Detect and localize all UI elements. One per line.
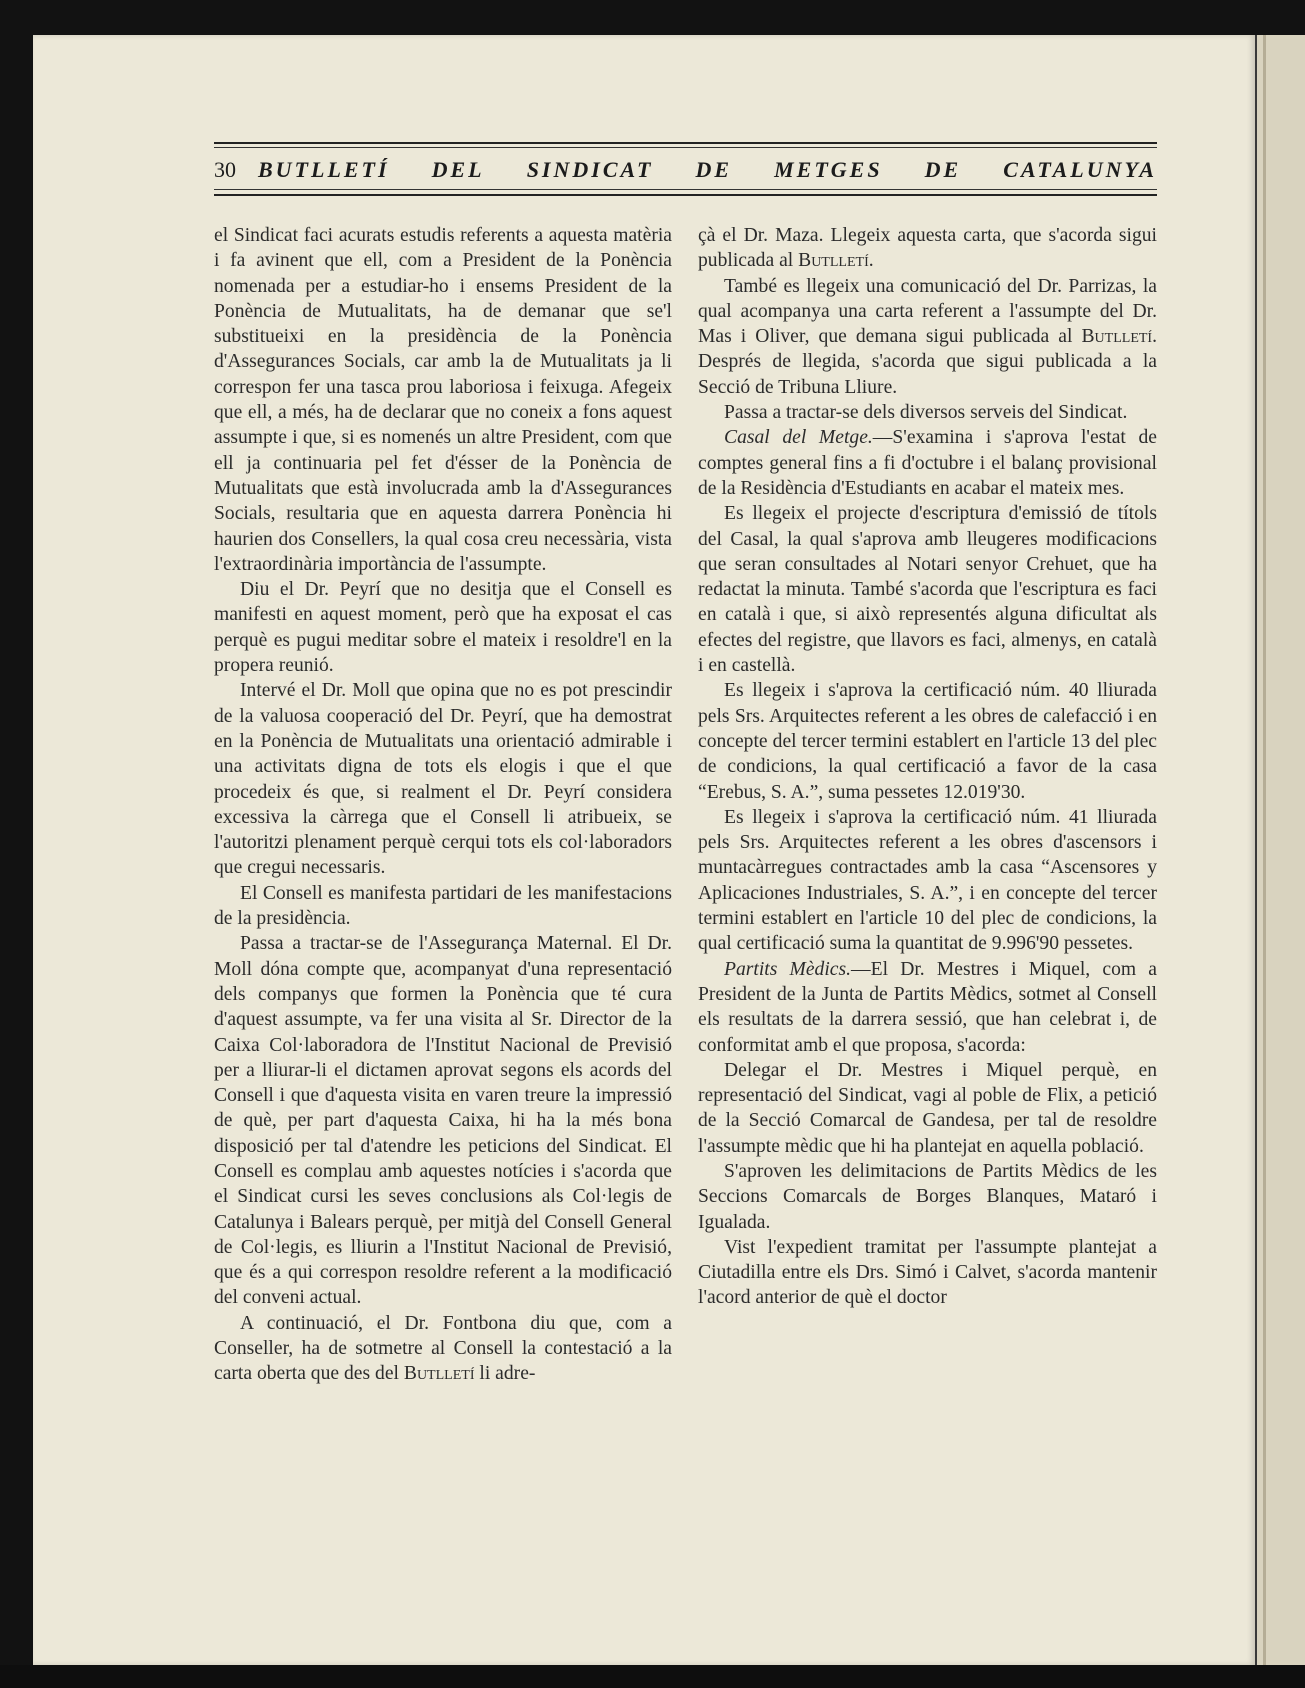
paragraph: El Consell es manifesta partidari de les manifestacions de la presidència. [214, 882, 672, 930]
title-word: METGES [774, 157, 883, 182]
text-run: —S'examina i s'aprova l'estat de comptes general fins a fi d'octubre i el balanç provisional de la Residència d'Estudiants en acabar el mateix mes. [698, 427, 1157, 499]
page-number: 30 [214, 157, 236, 182]
paragraph: Delegar el Dr. Mestres i Miquel perquè, en representació del Sindicat, vagi al poble de Flix, a petició de la Secció Comarcal de Gandesa, per tal de resoldre l'assumpte mèdic que hi ha plantejat en aquella població. [698, 1059, 1157, 1157]
text-run: A continuació, el Dr. Fontbona diu que, com a Conseller, ha de sotmetre al Consell la contestació a la carta oberta que des del [214, 1312, 672, 1385]
text-run: . Després de llegida, s'acorda que sigui publicada a la Secció de Tribuna Lliure. [698, 326, 1157, 398]
paragraph: Intervé el Dr. Moll que opina que no es pot prescindir de la valuosa cooperació del Dr. Peyrí, que ha demostrat en la Ponència de Mutualitats una orientació admirable i una activitats digna de tots els elogis i que el que procedeix és que, si realment el Dr. Peyrí considera excessiva la càrrega que el Consell li atribueix, se l'autoritzi plenament perquè cerqui tots els col·laboradors que cregui necessaris. [214, 680, 672, 879]
journal-name: Butlletí [1081, 326, 1153, 348]
paragraph: Diu el Dr. Peyrí que no desitja que el Consell es manifesti en aquest moment, però que ha exposat el cas perquè es pugui meditar sobre el mateix i resoldre'l en la propera reunió. [214, 579, 672, 677]
title-word: DE [695, 157, 733, 182]
header-line [214, 157, 1157, 183]
paragraph: S'aproven les delimitacions de Partits Mèdics de les Seccions Comarcals de Borges Blanques, Mataró i Igualada. [698, 1160, 1157, 1233]
journal-name: Butlletí [798, 250, 869, 272]
next-page-edge [1255, 35, 1305, 1665]
header-top-rule [214, 142, 1157, 144]
text-run: —El Dr. Mestres i Miquel, com a President de la Junta de Partits Mèdics, sotmet al Consell els resultats de la darrera sessió, que han celebrat i, de conformitat amb el que proposa, s'acorda: [698, 958, 1157, 1056]
paragraph [698, 425, 1157, 501]
header-bottom-rule [214, 194, 1157, 196]
paragraph: Vist l'expedient tramitat per l'assumpte plantejat a Ciutadilla entre els Drs. Simó i Calvet, s'acorda mantenir l'acord anterior de què el doctor [698, 1236, 1157, 1309]
left-column [214, 223, 672, 1387]
paragraph: Passa a tractar-se dels diversos serveis del Sindicat. [724, 402, 1128, 424]
text-run: . [868, 250, 874, 272]
paragraph: Es llegeix el projecte d'escriptura d'emissió de títols del Casal, la qual s'aprova amb lleugeres modificacions que seran consultades al Notari senyor Crehuet, que ha redactat la minuta. També s'acorda que l'escriptura es faci en català i que, si això representés alguna dificultat als efectes del registre, que llavors es faci, almenys, en català i en castellà. [698, 503, 1157, 677]
paragraph: Es llegeix i s'aprova la certificació núm. 40 lliurada pels Srs. Arquitectes referent a les obres de calefacció i en concepte del tercer termini establert en l'article 13 del plec de condicions, la qual certificació a favor de la casa “Erebus, S. A.”, suma pessetes 12.019'30. [698, 680, 1157, 803]
journal-name: Butlletí [403, 1363, 475, 1385]
text-run: li adre- [479, 1363, 536, 1385]
paragraph: Passa a tractar-se de l'Assegurança Maternal. El Dr. Moll dóna compte que, acompanyat d'una representació dels companys que formen la Ponència que té cura d'aquest assumpte, va fer una visita al Sr. Director de la Caixa Col·laboradora de l'Institut Nacional de Previsió per a lliurar-li el dictamen aprovat segons els acords del Consell i que d'aquesta visita en varen treure la impressió de què, per part d'aquesta Caixa, hi ha la més bona disposició per tal d'atendre les peticions del Sindicat. El Consell es complau amb aquestes notícies i s'acorda que el Sindicat cursi les seves conclusions als Col·legis de Catalunya i Balears perquè, per mitjà del Consell General de Col·legis, es lliurin a l'Institut Nacional de Previsió, que és a qui correspon resoldre referent a la modificació del conveni actual. [214, 933, 672, 1309]
title-word: DEL [431, 157, 485, 182]
right-column [698, 223, 1157, 1311]
paragraph [698, 274, 1157, 400]
header-bottom-rule-thin [214, 189, 1157, 190]
title-word: SINDICAT [526, 157, 654, 182]
title-word: BUTLLETÍ [258, 157, 390, 182]
paragraph: Es llegeix i s'aprova la certificació núm. 41 lliurada pels Srs. Arquitectes referent a les obres d'ascensors i muntacàrregues contractades amb la casa “Ascensores y Aplicaciones Industriales, S. A.”, i en concepte del tercer termini establert en l'article 10 del plec de condicions, la qual certificació suma la quantitat de 9.996'90 pessetes. [698, 806, 1157, 955]
paragraph [214, 1311, 672, 1387]
paragraph: el Sindicat faci acurats estudis referents a aquesta matèria i fa avinent que ell, com a President de la Ponència nomenada per a estudiar-ho i ensems President de la Ponència de Mutualitats, ha de demanar que se'l substitueixi en la presidència de la Ponència d'Assegurances Socials, car amb la de Mutualitats ja li correspon fer una tasca prou laboriosa i feixuga. Afegeix que ell, a més, ha de declarar que no coneix a fons aquest assumpte i que, si es nomenés un altre President, com que ell ja continuaria pel fet d'ésser de la Ponència de Mutualitats que està involucrada amb la d'Assegurances Socials, resultaria que en aquesta darrera Ponència hi haurien dos Consellers, la qual cosa creu necessària, vista l'extraordinària importància de l'assumpte. [214, 225, 672, 575]
scan-border [0, 1665, 1305, 1688]
header-top-rule-thin [214, 147, 1157, 148]
section-heading: Partits Mèdics. [724, 958, 852, 980]
title-word: DE [924, 157, 962, 182]
paragraph [698, 223, 1157, 274]
text-run: També es llegeix una comunicació del Dr. Parrizas, la qual acompanya una carta referent a l'assumpte del Dr. Mas i Oliver, que demana sigui publicada al [698, 275, 1157, 348]
section-heading: Casal del Metge. [724, 427, 873, 449]
text-run: çà el Dr. Maza. Llegeix aquesta carta, que s'acorda sigui publicada al [698, 225, 1157, 272]
paragraph [698, 957, 1157, 1058]
running-header [214, 142, 1157, 198]
page-fold [1263, 35, 1266, 1665]
journal-title [258, 157, 1157, 183]
title-word: CATALUNYA [1003, 157, 1157, 182]
